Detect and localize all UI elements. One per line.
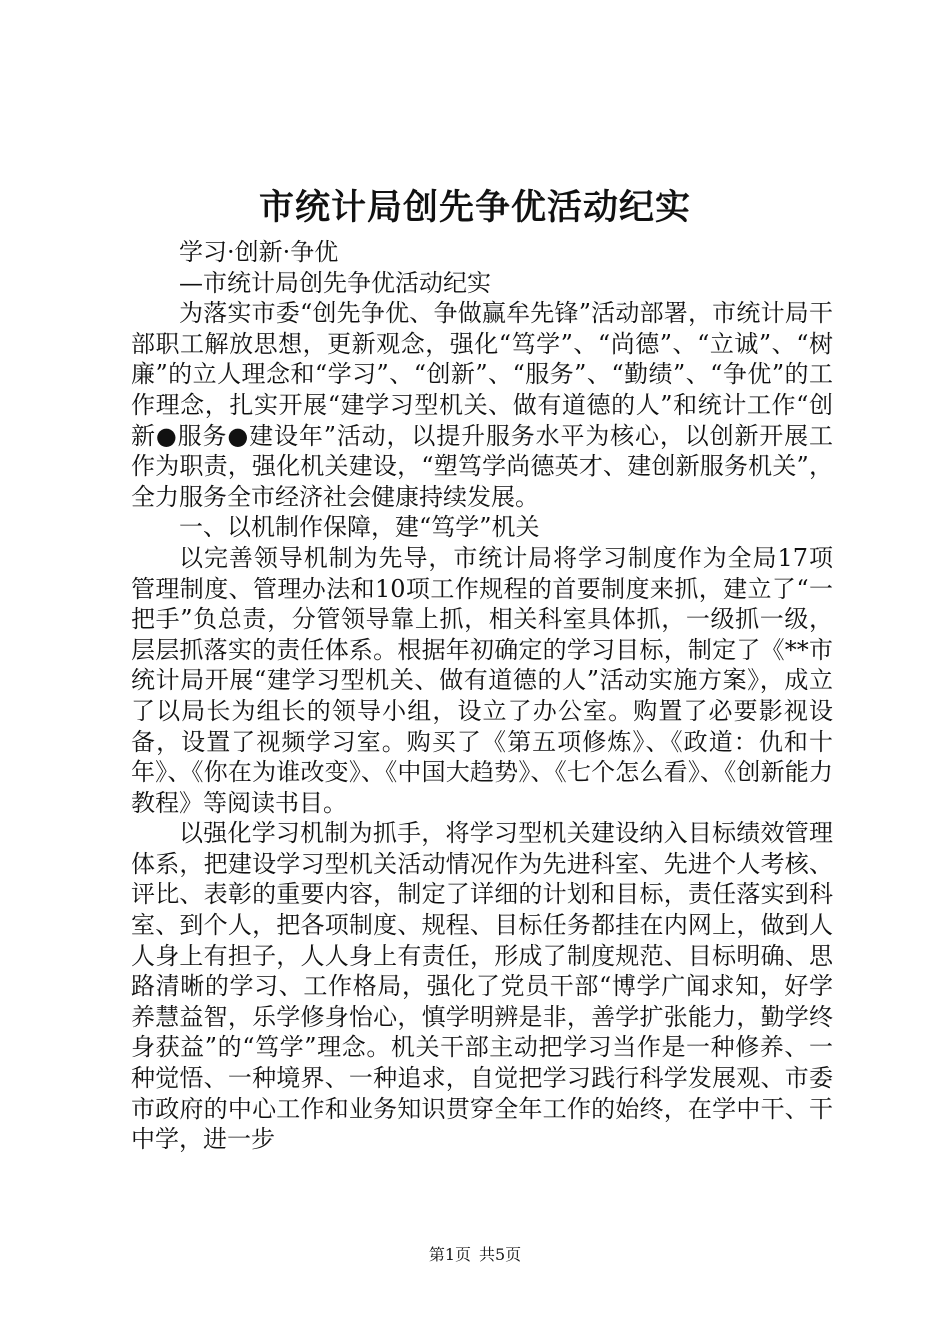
body-paragraph: 以强化学习机制为抓手，将学习型机关建设纳入目标绩效管理体系，把建设学习型机关活动情况作为先进科室、先进个人考核、评比、表彰的重要内容，制定了详细的计划和目标，责任落实到科室、到个人，把各项制度、规程、目标任务都挂在内网上，做到人人身上有担子，人人身上有责任，形成了制度规范、目标明确、思路清晰的学习、工作格局，强化了党员干部“博学广闻求知，好学养慧益智，乐学修身怡心，慎学明辨是非，善学扩张能力，勤学终身获益”的“笃学”理念。机关干部主动把学习当作是一种修养、一种觉悟、一种境界、一种追求，自觉把学习践行科学发展观、市委市政府的中心工作和业务知识贯穿全年工作的始终，在学中干、干中学，进一步 [131,819,833,1154]
page-total: 共5页 [479,1245,522,1264]
body-paragraph: 以完善领导机制为先导，市统计局将学习制度作为全局17项管理制度、管理办法和10项工作规程的首要制度来抓，建立了“一把手”负总责，分管领导靠上抓，相关科室具体抓，一级抓一级，层层抓落实的责任体系。根据年初确定的学习目标，制定了《**市统计局开展“建学习型机关、做有道德的人”活动实施方案》，成立了以局长为组长的领导小组，设立了办公室。购置了必要影视设备，设置了视频学习室。购买了《第五项修炼》、《政道：仇和十年》、《你在为谁改变》、《中国大趋势》、《七个怎么看》、《创新能力教程》等阅读书目。 [131,543,833,817]
document-body [131,237,833,1155]
section-heading: 一、以机制作保障，建“笃学”机关 [179,513,540,542]
body-paragraph: 为落实市委“创先争优、争做赢牟先锋”活动部署，市统计局干部职工解放思想，更新观念，强化“笃学”、“尚德”、“立诚”、“树廉”的立人理念和“学习”、“创新”、“服务”、“勤绩”、“争优”的工作理念，扎实开展“建学习型机关、做有道德的人”和统计工作“创新●服务●建设年”活动，以提升服务水平为核心，以创新开展工作为职责，强化机关建设，“塑笃学尚德英才、建创新服务机关”，全力服务全市经济社会健康持续发展。 [131,299,833,511]
document-title: 市统计局创先争优活动纪实 [258,187,691,228]
page-number: 第1页 [428,1245,471,1264]
page-footer [0,1244,950,1266]
subtitle-line: 学习·创新·争优 [179,238,339,266]
subtitle-line: —市统计局创先争优活动纪实 [179,268,491,297]
